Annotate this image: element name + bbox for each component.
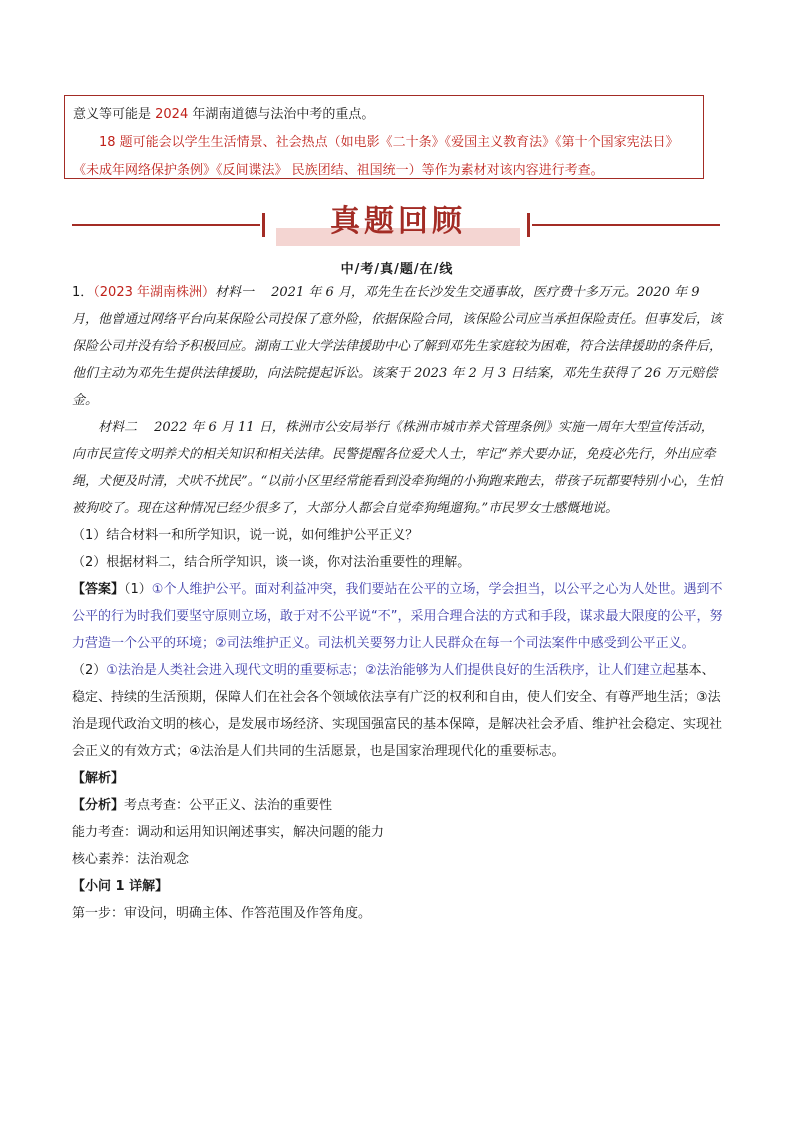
forecast-year: 2024 <box>155 107 189 122</box>
answer-number: （1） <box>124 582 152 597</box>
forecast-text: 年湖南道德与法治中考的重点。 <box>188 107 375 122</box>
question-source: （2023 年湖南株洲） <box>93 285 215 300</box>
forecast-question-number: 18 <box>99 135 116 150</box>
banner-tick-right <box>527 213 530 237</box>
material-1-text: 材料一 2021 年 6 月，邓先生在长沙发生交通事故，医疗费十多万元。2020 年 9 月，他曾通过网络平台向某保险公司投保了意外险，依据保险合同，该保险公司应当承担保险责任。但事发后，该保险公司并没有给予积极回应。湖南工业大学法律援助中心了解到邓先生家庭较为困难，符合法律援助的条件后，他们主动为邓先生提供法律援助，向法院提起诉讼。该案于 2023 年 2 月 3 日结案，邓先生获得了 26 万元赔偿金。 <box>72 285 723 408</box>
answer-label: 【答案】 <box>72 582 125 597</box>
analysis-focus-label: 【分析】 <box>72 798 125 813</box>
answer-1-text: ①个人维护公平。面对利益冲突，我们要站在公平的立场，学会担当，以公平之心为人处世。遇到不公平的行为时我们要坚守原则立场，敢于对不公平说“不”，采用合理合法的方式和手段，谋求最大限度的公平，努力营造一个公平的环境；②司法维护正义。司法机关要努力让人民群众在每一个司法案件中感受到公平正义。 <box>72 582 723 651</box>
question-content <box>72 279 724 927</box>
question-material-2: 材料二 2022 年 6 月 11 日，株洲市公安局举行《株洲市城市养犬管理条例》实施一周年大型宣传活动，向市民宣传文明养犬的相关知识和相关法律。民警提醒各位爱犬人士，牢记“养犬要办证，免疫必先行，外出应牵绳，犬便及时清，犬吠不扰民”。“以前小区里经常能看到没牵狗绳的小狗跑来跑去，带孩子玩都要特别小心，生怕被狗咬了。现在这种情况已经少很多了，大部分人都会自觉牵狗绳遛狗。”市民罗女士感慨地说。 <box>72 420 723 516</box>
answer-2 <box>72 657 724 765</box>
forecast-text: 意义等可能是 <box>73 107 156 122</box>
answer-2-text: ①法治是人类社会进入现代文明的重要标志； <box>106 663 365 678</box>
answer-2-text: ②法治能够为人们提供良好的生活秩序，让人们建立起 <box>364 663 676 678</box>
analysis-core-literacy: 核心素养：法治观念 <box>72 852 190 867</box>
forecast-text: 题可能会以学生生活情景、社会热点（如电影《二十条》《爱国主义教育法》《第十个国家宪法日》《未成年网络保护条例》《反间谍法》 民族团结、祖国统一）等作为素材对该内容进行考查。 <box>73 135 679 178</box>
sub-question-2: （2）根据材料二，结合所学知识，谈一谈，你对法治重要性的理解。 <box>72 555 471 570</box>
analysis-ability: 能力考查：调动和运用知识阐述事实，解决问题的能力 <box>72 825 385 840</box>
banner-tick-left <box>262 213 265 237</box>
answer-1 <box>72 576 724 657</box>
forecast-line-1 <box>73 101 695 129</box>
section-subheading: 中/考/真/题/在/线 <box>340 262 454 277</box>
section-banner <box>72 200 720 250</box>
exam-forecast-box <box>64 95 704 179</box>
answer-2-text: 基本、稳定、持续的生活预期，保障人们在社会各个领域依法享有广泛的权利和自由，使人们安全、有尊严地生活；③法治是现代政治文明的核心，是发展市场经济、实现国强富民的基本保障，是解决社会矛盾、维护社会稳定、实现社会正义的有效方式；④法治是人们共同的生活愿景，也是国家治理现代化的重要标志。 <box>72 663 723 759</box>
sub-question-1: （1）结合材料一和所学知识，说一说，如何维护公平正义？ <box>72 528 419 543</box>
detail-label: 【小问 1 详解】 <box>72 879 169 894</box>
banner-rule-right <box>532 224 720 226</box>
analysis-focus <box>72 792 724 819</box>
banner-rule-left <box>72 224 260 226</box>
answer-number: （2） <box>72 663 107 678</box>
analysis-focus-text: 考点考查：公平正义、法治的重要性 <box>124 798 333 813</box>
analysis-label: 【解析】 <box>72 771 125 786</box>
question-number: 1． <box>72 285 94 300</box>
question-material-1 <box>72 279 724 414</box>
section-title: 真题回顾 <box>330 204 466 239</box>
forecast-line-2 <box>73 129 695 185</box>
step-1: 第一步：审设问，明确主体、作答范围及作答角度。 <box>72 906 372 921</box>
